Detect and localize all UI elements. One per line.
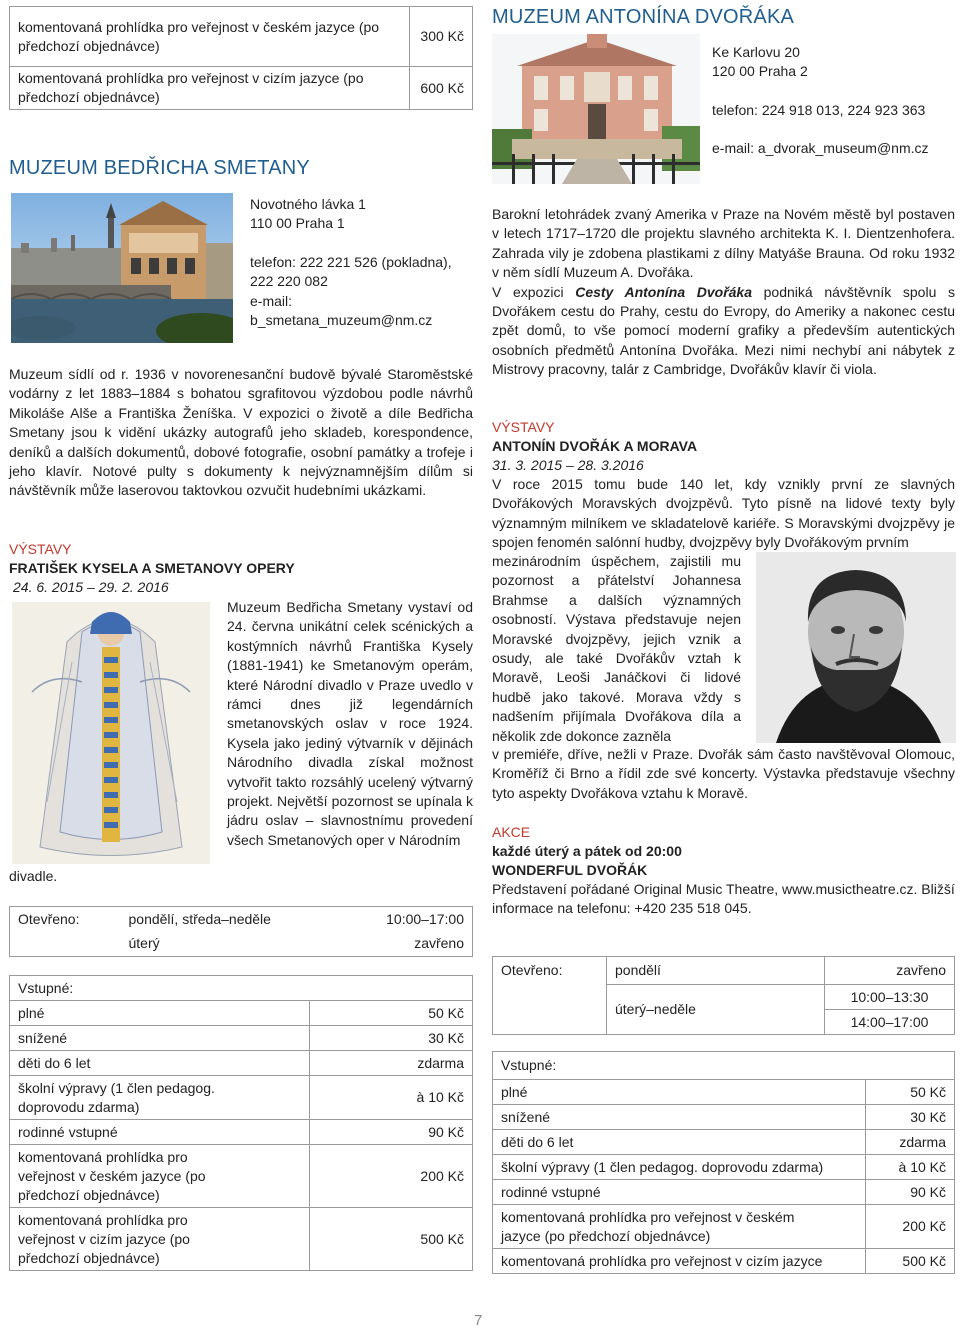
email-link[interactable]: b_smetana_muzeum@nm.cz <box>250 312 433 329</box>
admission-item: komentovaná prohlídka pro veřejnost v cizím jazyce <box>501 1252 823 1269</box>
admission-item: snížené <box>18 1029 68 1046</box>
hours-days: pondělí <box>615 962 661 978</box>
table-row <box>10 1051 473 1076</box>
description-text: V expozici <box>492 283 564 300</box>
table-row <box>493 1130 955 1155</box>
smetana-admission-table <box>9 975 473 1271</box>
admission-price: 90 Kč <box>910 1183 946 1200</box>
admission-item: komentovaná prohlídka pro veřejnost v českém jazyce (po předchozí objednávce) <box>501 1208 795 1244</box>
admission-item: děti do 6 let <box>18 1054 91 1071</box>
admission-item: děti do 6 let <box>501 1133 574 1150</box>
admission-price: zdarma <box>417 1054 464 1071</box>
table-row <box>10 67 473 110</box>
hours-days: pondělí, středa–neděle <box>128 910 271 927</box>
hours-time: 10:00–13:30 <box>850 988 929 1005</box>
dvorak-description <box>492 205 955 380</box>
dvorak-museum-title: MUZEUM ANTONÍNA DVOŘÁKA <box>492 6 795 28</box>
dvorak-contact <box>700 43 955 159</box>
table-row <box>493 1205 955 1249</box>
admission-price: 30 Kč <box>428 1029 464 1046</box>
phone: telefon: 222 221 526 (pokladna), 222 220 082 <box>250 253 452 290</box>
price-label: komentovaná prohlídka pro veřejnost v českém jazyce (po předchozí objednávce) <box>18 18 380 54</box>
address-line: 120 00 Praha 2 <box>712 63 808 80</box>
admission-item: plné <box>18 1004 45 1021</box>
address-line: Novotného lávka 1 <box>250 196 366 212</box>
admission-price: 500 Kč <box>420 1230 464 1247</box>
admission-price: zdarma <box>899 1133 946 1150</box>
dvorak-exhibition-title: ANTONÍN DVOŘÁK A MORAVA <box>492 438 698 454</box>
admission-price: 200 Kč <box>902 1218 946 1234</box>
table-row <box>10 1026 473 1051</box>
admission-item: snížené <box>501 1108 551 1125</box>
smetana-contact <box>250 195 472 330</box>
hours-days: úterý–neděle <box>615 1001 696 1017</box>
table-row <box>10 1076 473 1120</box>
page-number: 7 <box>474 1312 483 1329</box>
dvorak-exhibition-text-end: v premiéře, dříve, nežli v Praze. Dvořák sám často navštěvoval Olomouc, Kroměříž či Brno a řídil zde své koncerty. Výstavka představuje všechny tyto aspekty Dvořákova vztahu k Moravě. <box>492 746 955 801</box>
hours-label: Otevřeno: <box>501 962 563 979</box>
hours-time: 14:00–17:00 <box>850 1013 929 1030</box>
smetana-exhibition-dates: 24. 6. 2015 – 29. 2. 2016 <box>13 579 169 595</box>
admission-price: 50 Kč <box>428 1004 464 1021</box>
admission-item: komentovaná prohlídka pro veřejnost v cizím jazyce (po předchozí objednávce) <box>18 1211 190 1266</box>
dvorak-portrait <box>756 552 956 743</box>
admission-price: 500 Kč <box>902 1252 946 1269</box>
dvorak-exhibition-dates: 31. 3. 2015 – 28. 3.2016 <box>492 457 644 473</box>
admission-item: komentovaná prohlídka pro veřejnost v českém jazyce (po předchozí objednávce) <box>18 1148 206 1203</box>
table-row <box>493 1080 955 1105</box>
phone: telefon: 224 918 013, 224 923 363 <box>712 101 926 118</box>
admission-price: 30 Kč <box>910 1108 946 1125</box>
smetana-museum-photo <box>11 193 233 343</box>
dvorak-event-text: Představení pořádané Original Music Theatre, www.musictheatre.cz. Bližší informace na telefonu: +420 235 518 045. <box>492 881 955 917</box>
table-row <box>493 985 955 1010</box>
dvorak-exhibition-text: mezinárodním úspěchem, zajistili mu pozornost a přátelství Johannesa Brahmse a dalších významných osobností. Výstava představuje nejen Moravské dvojzpěvy, jejich vznik a osudy, ale také Dvořákův vztah k Moravě, Leoši Janáčkovi či lidové hudbě jako takové. Morava vždy s nadšením přijímala Dvořákova díla a několik zde dokonce zazněla <box>492 553 741 744</box>
address-line: Ke Karlovu 20 <box>712 44 800 60</box>
admission-item: školní výpravy (1 člen pedagog. doprovodu zdarma) <box>501 1158 824 1175</box>
description-text: Barokní letohrádek zvaný Amerika v Praze na Novém městě byl postaven v letech 1717–1720 dle projektu slavného architekta K. I. Dientzenhofera. Zahrada vily je zdobena plastikami z dílny Matyáše Brauna. Od roku 1932 v něm sídlí Muzeum A. Dvořáka. <box>492 206 955 281</box>
dvorak-event-when: každé úterý a pátek od 20:00 <box>492 843 682 859</box>
admission-price: à 10 Kč <box>898 1158 946 1175</box>
table-row <box>493 1105 955 1130</box>
price-label: komentovaná prohlídka pro veřejnost v cizím jazyce (po předchozí objednávce) <box>18 70 364 105</box>
exposition-name: Cesty Antonína Dvořáka <box>575 283 752 300</box>
table-row <box>10 976 473 1001</box>
hours-label: Otevřeno: <box>18 910 80 927</box>
email-label: e-mail: <box>250 292 293 309</box>
admission-price: 50 Kč <box>910 1083 946 1100</box>
table-row <box>493 1155 955 1180</box>
price-value: 300 Kč <box>420 28 464 44</box>
admission-item: plné <box>501 1083 528 1100</box>
kysela-costume-drawing <box>12 602 210 864</box>
table-row <box>10 1120 473 1145</box>
table-row <box>10 1208 473 1271</box>
smetana-exhibition-text-end: divadle. <box>9 868 58 884</box>
smetana-hours-table <box>9 906 473 957</box>
smetana-exhibition-title: FRATIŠEK KYSELA A SMETANOVY OPERY <box>9 560 295 576</box>
hours-time: zavřeno <box>414 935 464 952</box>
smetana-exhibitions-heading: VÝSTAVY <box>9 541 72 557</box>
admission-item: rodinné vstupné <box>501 1183 601 1200</box>
table-row <box>10 1145 473 1208</box>
description-text: podniká návštěvník spolu s Dvořákem cestu do Prahy, cestu do Evropy, do Ameriky a nakonec cestu zpět domů, to vše pomocí moderní grafiky a především autentických osobních předmětů Antonína Dvořáka. Mezi nimi nechybí ani nábytek z Mistrovy pracovny, talár z Cambridge, Dvořákův klavír či viola. <box>492 283 955 378</box>
dvorak-event-title: WONDERFUL DVOŘÁK <box>492 862 648 878</box>
smetana-museum-title: MUZEUM BEDŘICHA SMETANY <box>9 157 310 179</box>
dvorak-admission-table <box>492 1051 955 1274</box>
hours-days: úterý <box>128 935 160 952</box>
email-link[interactable]: e-mail: a_dvorak_museum@nm.cz <box>712 140 929 157</box>
hours-time: 10:00–17:00 <box>386 910 464 927</box>
table-row <box>10 1001 473 1026</box>
table-row <box>493 1052 955 1080</box>
admission-price: 90 Kč <box>428 1123 464 1140</box>
table-row <box>493 957 955 985</box>
address-line: 110 00 Praha 1 <box>250 215 345 232</box>
dvorak-museum-photo <box>492 34 700 184</box>
table-row <box>10 932 473 957</box>
table-row <box>10 7 473 67</box>
dvorak-event-heading: AKCE <box>492 824 531 840</box>
table-row <box>10 907 473 932</box>
admission-price: 200 Kč <box>420 1167 464 1184</box>
dvorak-exhibitions-heading: VÝSTAVY <box>492 419 555 435</box>
smetana-description: Muzeum sídlí od r. 1936 v novorenesanční budově bývalé Staroměstské vodárny z let 1883–1884 s bohatou sgrafitovou výzdobou podle návrhů Mikoláše Alše a Františka Ženíška. V expozici o životě a díle Bedřicha Smetany jsou k vidění ukázky autografů jeho skladeb, korespondence, deníků a dalších dokumentů, dobové fotografie, osobní památky a trofeje i jeho klavír. Notové pulty s dokumenty k nejvýznamnějším dílům si návštěvník může laserovou taktovkou ozvučit hudebními ukázkami. <box>9 366 473 499</box>
admission-item: rodinné vstupné <box>18 1123 118 1140</box>
table-row <box>493 1249 955 1274</box>
admission-item: školní výpravy (1 člen pedagog. doprovodu zdarma) <box>18 1079 215 1115</box>
table-row <box>493 1180 955 1205</box>
smetana-exhibition-text: Muzeum Bedřicha Smetany vystaví od 24. června unikátní celek scénických a kostýmních návrhů Františka Kysely (1881-1941) ke Smetanovým operám, které Národní divadlo v Praze uvedlo v rámci dnes již legendárních smetanovských oslav v roce 1924. Kysela jako jediný výtvarník v dějinách Národního divadla získal možnost vytvořit takto rozsáhlý ucelený výtvarný projekt. Největší pozornost se upínala k jádru oslav – slavnostnímu provedení všech Smetanových oper v Národním <box>227 599 473 848</box>
top-price-table <box>9 6 473 110</box>
admission-label: Vstupné: <box>18 979 74 996</box>
dvorak-exhibition-text: V roce 2015 tomu bude 140 let, kdy vznikly první ze slavných Dvořákových Moravských dvojzpěvů. Tyto písně na lidové texty byly významným milníkem ve skladatelově kariéře. S Moravskými dvojzpěvy je spojen fenomén salónní hudby, dvojzpěvy byly Dvořákovým prvním <box>492 476 955 551</box>
price-value: 600 Kč <box>420 79 464 96</box>
dvorak-hours-table <box>492 956 955 1035</box>
admission-price: à 10 Kč <box>416 1089 464 1105</box>
hours-time: zavřeno <box>896 962 946 978</box>
admission-label: Vstupné: <box>501 1057 557 1073</box>
